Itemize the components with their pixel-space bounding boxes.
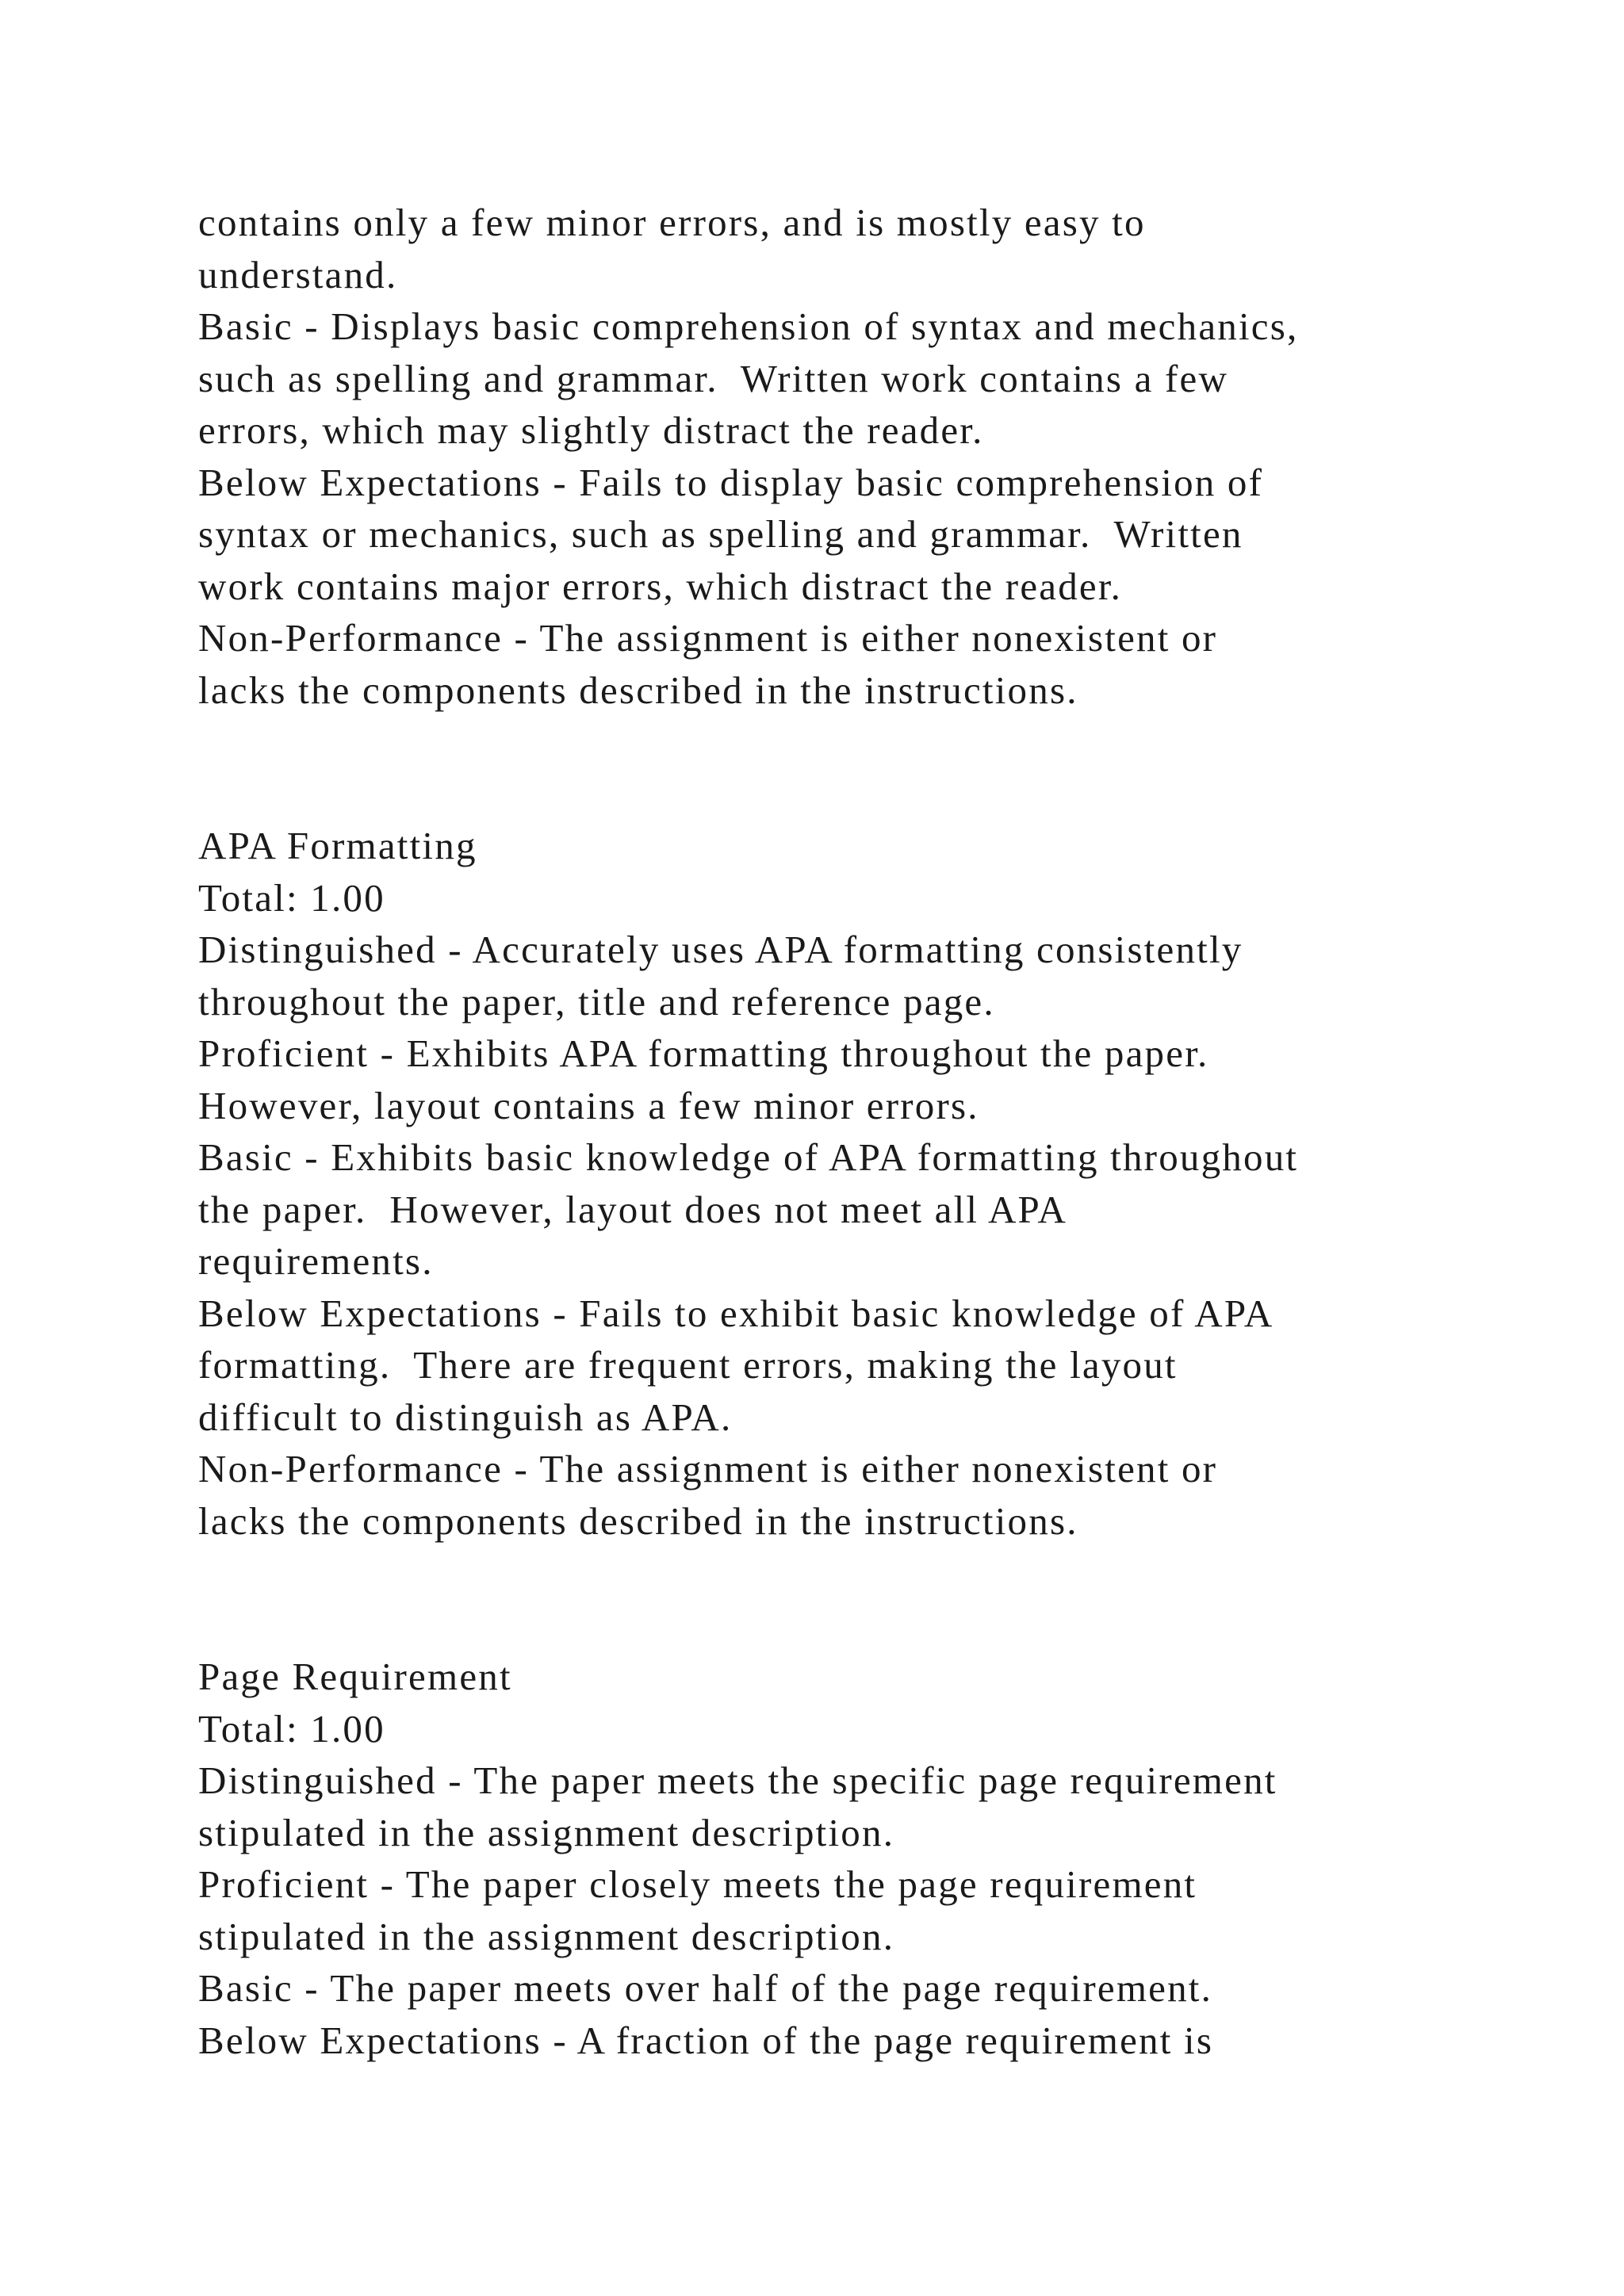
section-heading-apa-formatting: APA Formatting (198, 824, 477, 867)
text-line: lacks the components described in the instructions. (198, 668, 1078, 712)
text-line: difficult to distinguish as APA. (198, 1395, 733, 1439)
text-line: syntax or mechanics, such as spelling and grammar. Written (198, 512, 1243, 556)
section-spacer (198, 716, 1530, 820)
text-line: Basic - Exhibits basic knowledge of APA formatting throughout (198, 1135, 1299, 1179)
text-line: Distinguished - Accurately uses APA formatting consistently (198, 928, 1243, 971)
text-line: contains only a few minor errors, and is mostly easy to (198, 201, 1146, 244)
text-line: Below Expectations - A fraction of the page requirement is (198, 2018, 1214, 2062)
document-body (198, 197, 1530, 2066)
text-line: requirements. (198, 1239, 434, 1283)
text-line: Non-Performance - The assignment is either nonexistent or (198, 1447, 1218, 1490)
text-line: understand. (198, 252, 398, 297)
section-heading-page-requirement: Page Requirement (198, 1655, 512, 1698)
text-line: Proficient - Exhibits APA formatting throughout the paper. (198, 1031, 1209, 1075)
text-line: formatting. There are frequent errors, making the layout (198, 1343, 1178, 1387)
text-line: Distinguished - The paper meets the specific page requirement (198, 1758, 1277, 1802)
text-line: throughout the paper, title and reference page. (198, 979, 995, 1024)
section-total: Total: 1.00 (198, 875, 385, 920)
text-line: such as spelling and grammar. Written work contains a few (198, 356, 1229, 400)
text-line: Non-Performance - The assignment is either nonexistent or (198, 616, 1218, 660)
text-line: lacks the components described in the instructions. (198, 1498, 1078, 1543)
text-line: Below Expectations - Fails to exhibit basic knowledge of APA (198, 1291, 1274, 1335)
text-line: errors, which may slightly distract the reader. (198, 408, 984, 452)
text-line: work contains major errors, which distract the reader. (198, 564, 1123, 608)
text-line: Basic - Displays basic comprehension of syntax and mechanics, (198, 304, 1299, 348)
section-total: Total: 1.00 (198, 1706, 385, 1751)
section-spacer (198, 1547, 1530, 1651)
text-line: the paper. However, layout does not meet all APA (198, 1187, 1068, 1231)
text-line: Basic - The paper meets over half of the page requirement. (198, 1966, 1213, 2010)
text-line: stipulated in the assignment description. (198, 1914, 895, 1958)
text-line: stipulated in the assignment description. (198, 1810, 895, 1854)
text-line: Below Expectations - Fails to display basic comprehension of (198, 460, 1264, 504)
text-line: However, layout contains a few minor errors. (198, 1083, 979, 1127)
text-line: Proficient - The paper closely meets the page requirement (198, 1862, 1197, 1906)
